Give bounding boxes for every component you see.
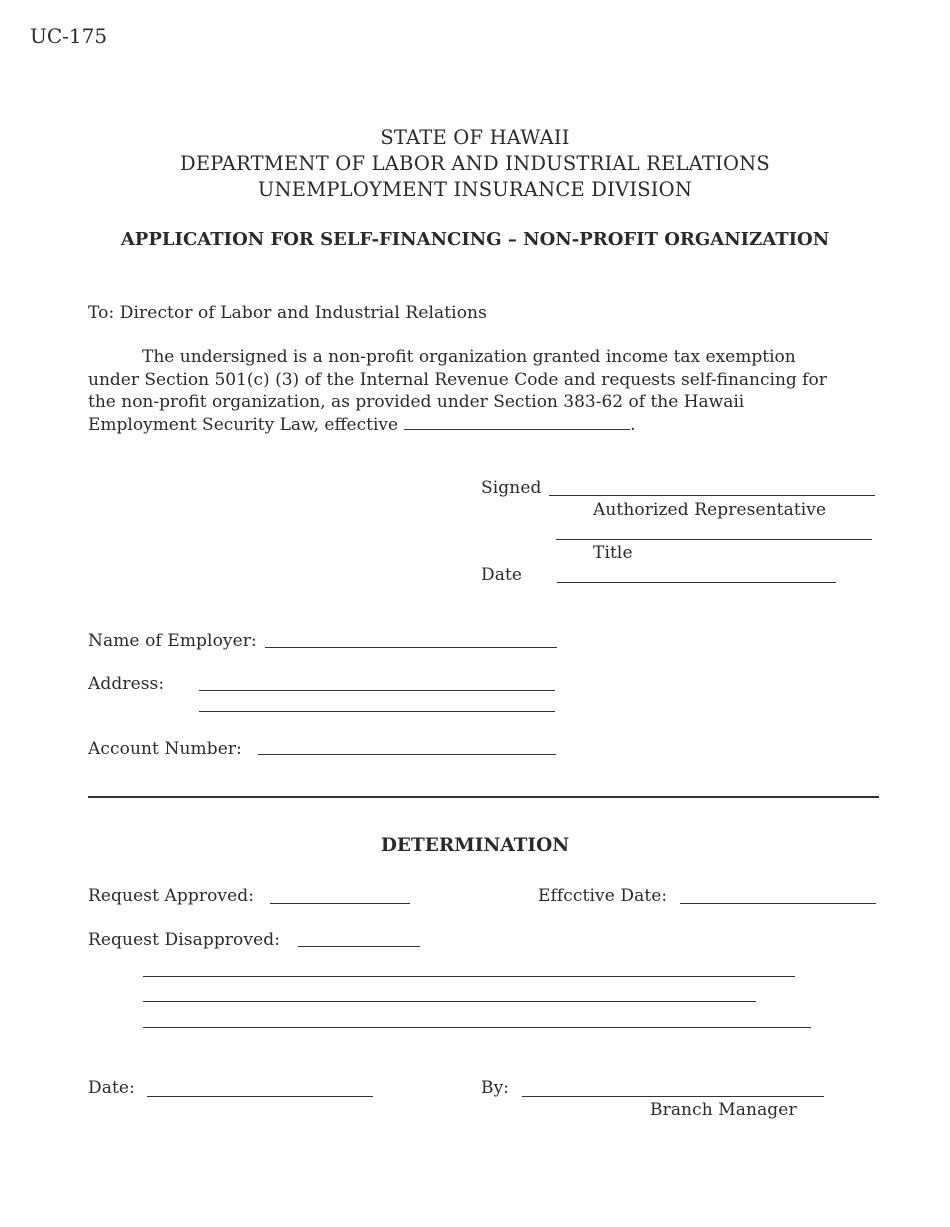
- signature-date-label: Date: [481, 565, 523, 585]
- header-department: DEPARTMENT OF LABOR AND INDUSTRIAL RELATIONS: [180, 152, 770, 175]
- reason-line-3[interactable]: [143, 1027, 811, 1028]
- by-label: By:: [481, 1078, 510, 1098]
- reason-line-1[interactable]: [143, 976, 795, 977]
- header-division: UNEMPLOYMENT INSURANCE DIVISION: [257, 178, 693, 201]
- effective-date-label: Effcctive Date:: [538, 886, 668, 906]
- address-line-2[interactable]: [199, 711, 555, 712]
- determination-heading: DETERMINATION: [380, 835, 570, 856]
- request-approved-label: Request Approved:: [88, 886, 255, 906]
- signed-line[interactable]: [549, 495, 875, 496]
- determination-date-line[interactable]: [147, 1096, 373, 1097]
- section-divider: [88, 796, 879, 798]
- authorized-representative-label: Authorized Representative: [593, 500, 827, 520]
- paragraph-line-4-end: .: [630, 414, 636, 435]
- request-disapproved-line[interactable]: [298, 946, 420, 947]
- application-paragraph: [88, 346, 878, 436]
- request-disapproved-label: Request Disapproved:: [88, 930, 281, 950]
- paragraph-line-4: [88, 414, 878, 437]
- effective-date-blank[interactable]: [404, 415, 630, 430]
- request-approved-line[interactable]: [270, 903, 410, 904]
- effective-date-line[interactable]: [680, 903, 876, 904]
- address-label: Address:: [88, 674, 165, 694]
- form-number: UC-175: [30, 24, 108, 48]
- paragraph-line-2: under Section 501(c) (3) of the Internal Revenue Code and requests self-financing for: [88, 369, 827, 390]
- address-line-1[interactable]: [199, 690, 555, 691]
- signed-label: Signed: [481, 478, 542, 498]
- form-title: APPLICATION FOR SELF-FINANCING – NON-PROFIT ORGANIZATION: [120, 229, 830, 250]
- by-line[interactable]: [522, 1096, 824, 1097]
- to-line: To: Director of Labor and Industrial Relations: [88, 303, 487, 323]
- paragraph-line-1: The undersigned is a non-profit organization granted income tax exemption: [142, 347, 796, 367]
- paragraph-line-4-text: Employment Security Law, effective: [88, 414, 399, 435]
- employer-name-line[interactable]: [265, 647, 557, 648]
- signature-date-line[interactable]: [557, 582, 836, 583]
- determination-date-label: Date:: [88, 1078, 135, 1098]
- header-state: STATE OF HAWAII: [380, 126, 570, 149]
- title-label: Title: [593, 543, 633, 563]
- account-number-label: Account Number:: [88, 739, 242, 759]
- title-line[interactable]: [556, 539, 872, 540]
- account-number-line[interactable]: [258, 754, 556, 755]
- reason-line-2[interactable]: [143, 1001, 756, 1002]
- employer-name-label: Name of Employer:: [88, 631, 257, 651]
- branch-manager-label: Branch Manager: [650, 1100, 797, 1120]
- paragraph-line-3: the non-profit organization, as provided under Section 383-62 of the Hawaii: [88, 392, 745, 412]
